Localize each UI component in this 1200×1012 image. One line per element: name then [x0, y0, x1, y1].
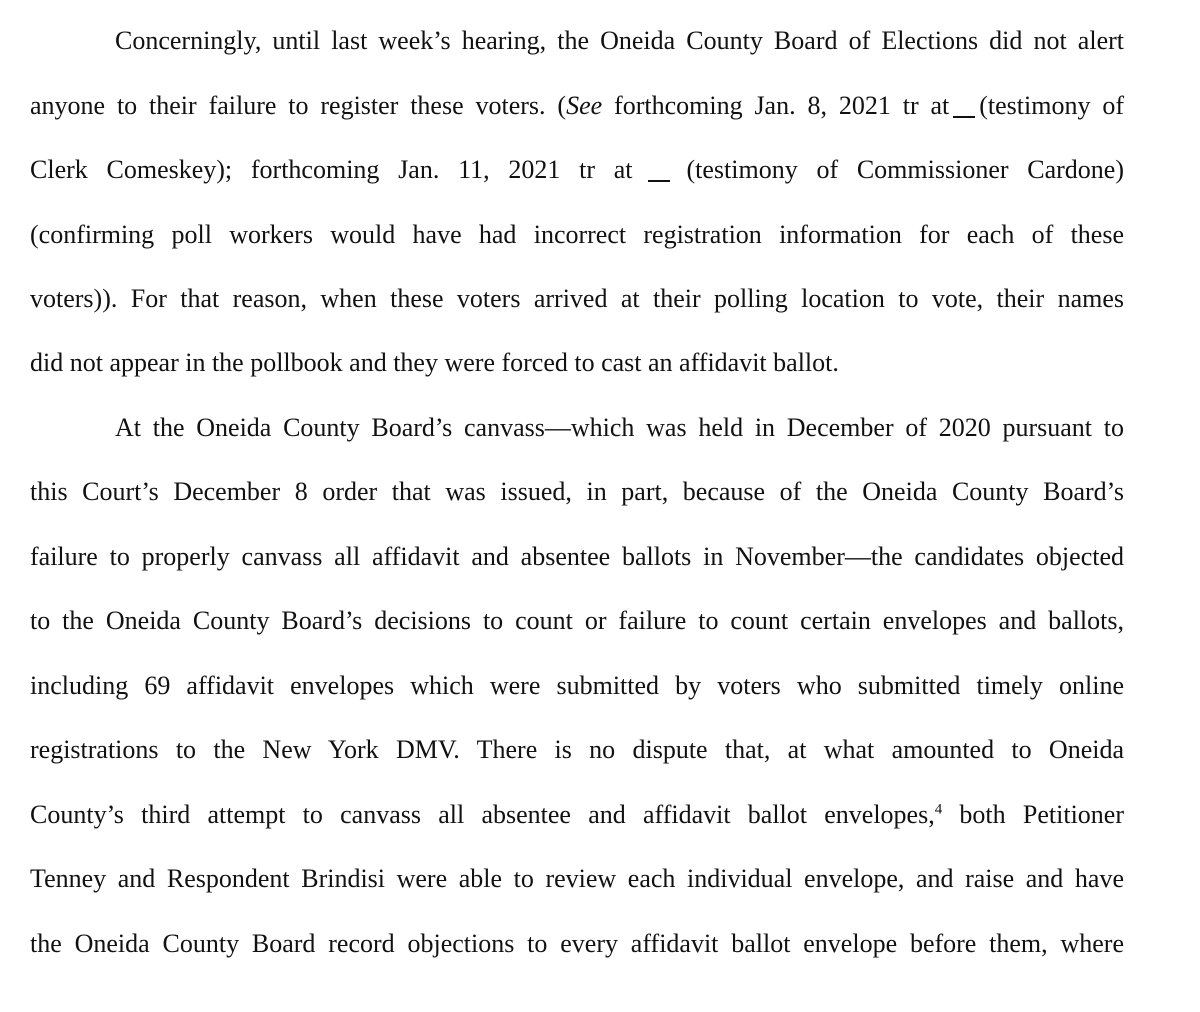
text-span: anyone to their failure to register these voters. ( [30, 91, 567, 120]
text-span: failure to properly canvass all affidavit and absentee ballots in November—the candidates objected [30, 542, 1124, 571]
text-span: (testimony of Commissioner Cardone) [686, 155, 1124, 184]
paragraph-1-line-5 [30, 279, 1124, 319]
text-span: (testimony of [979, 91, 1124, 120]
paragraph-1-line-6 [30, 343, 1124, 383]
text-span: registrations to the New York DMV. There is no dispute that, at what amounted to Oneida [30, 735, 1124, 764]
paragraph-2-line-9 [30, 924, 1124, 964]
text-span: Tenney and Respondent Brindisi were able to review each individual envelope, and raise and have [30, 864, 1124, 893]
citation-signal: See [566, 91, 603, 120]
paragraph-2-line-2 [30, 472, 1124, 512]
text-span: At the Oneida County Board’s canvass—which was held in December of 2020 pursuant to [115, 413, 1124, 442]
paragraph-1-line-1 [115, 21, 1124, 61]
paragraph-2-line-3 [30, 537, 1124, 577]
text-span: this Court’s December 8 order that was issued, in part, because of the Oneida County Board’s [30, 477, 1124, 506]
paragraph-2-line-6 [30, 730, 1124, 770]
text-span: including 69 affidavit envelopes which were submitted by voters who submitted timely online [30, 671, 1124, 700]
text-span: Clerk Comeskey); forthcoming Jan. 11, 2021 tr at [30, 155, 633, 184]
text-span: both Petitioner [942, 800, 1124, 829]
text-span: the Oneida County Board record objections to every affidavit ballot envelope before them, where [30, 929, 1124, 958]
footnote-marker[interactable]: 4 [934, 801, 943, 818]
text-span: forthcoming Jan. 8, 2021 tr at [602, 91, 950, 120]
paragraph-1-line-3 [30, 150, 1124, 190]
text-span: County’s third attempt to canvass all absentee and affidavit ballot envelopes, [30, 800, 935, 829]
paragraph-2-line-5 [30, 666, 1124, 706]
paragraph-2-line-4 [30, 601, 1124, 641]
paragraph-2-line-8 [30, 859, 1124, 899]
paragraph-1-line-4 [30, 215, 1124, 255]
text-span: voters)). For that reason, when these voters arrived at their polling location to vote, their names [30, 284, 1124, 313]
blank-pincite-line [648, 180, 670, 182]
blank-pincite-line [953, 116, 975, 118]
paragraph-2-line-1 [115, 408, 1124, 448]
paragraph-2-line-7 [30, 795, 1124, 835]
text-span: to the Oneida County Board’s decisions to count or failure to count certain envelopes and ballots, [30, 606, 1124, 635]
text-span: did not appear in the pollbook and they were forced to cast an affidavit ballot. [30, 348, 839, 377]
text-span: (confirming poll workers would have had incorrect registration information for each of these [30, 220, 1124, 249]
paragraph-1-line-2 [30, 86, 1124, 126]
text-span: Concerningly, until last week’s hearing, the Oneida County Board of Elections did not alert [115, 26, 1124, 55]
